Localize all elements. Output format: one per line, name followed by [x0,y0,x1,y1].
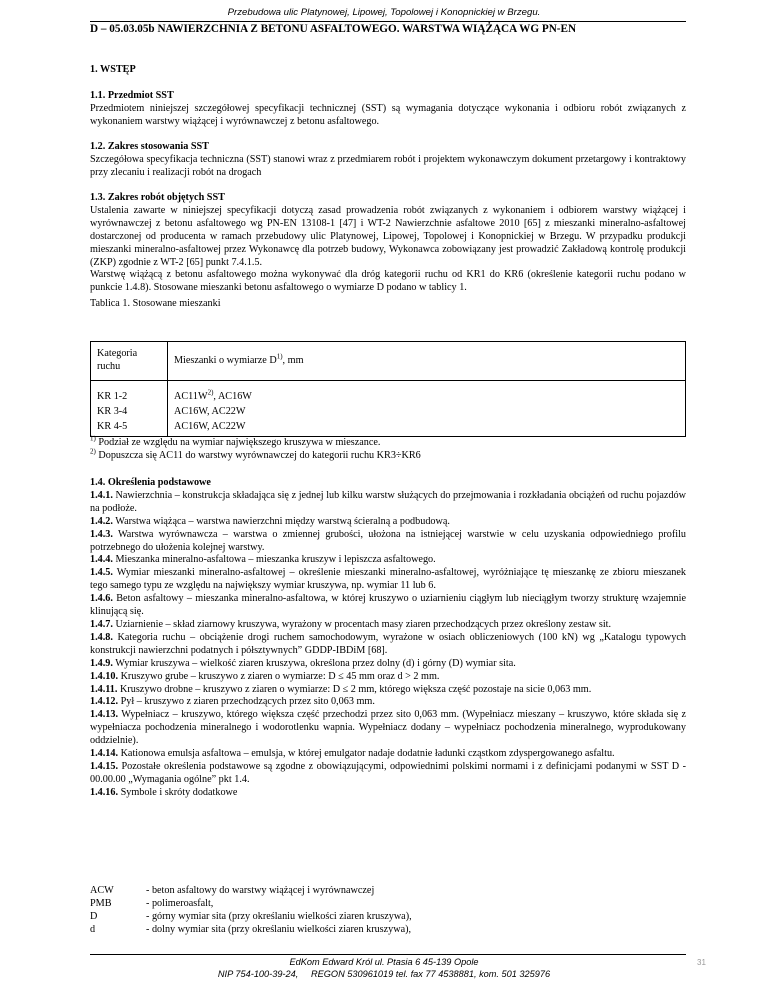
table-cell-line: KR 4-5 [97,421,128,432]
table-cell-line: AC16W, AC22W [174,421,246,432]
abbr-code: PMB [90,897,112,909]
header-unit: , mm [282,354,304,366]
definition-number: 1.4.1. [90,489,113,501]
footnote-mark: 2) [207,388,214,397]
definition [90,593,686,619]
definition-number: 1.4.2. [90,515,113,527]
definition [90,529,686,555]
table-cell-line: KR 3-4 [97,406,128,417]
abbr-code: d [90,923,96,935]
definition-text: Warstwa wyrównawcza – warstwa o zmiennej grubości, ułożona na istniejącej warstwie w celu uzyskania odpowiedniego profilu potrzebnego do ułożenia kolejnej warstwy. [90,528,686,553]
definition-number: 1.4.13. [90,709,119,721]
table-cell-line: AC16W, AC22W [174,406,246,417]
table-row [91,381,686,437]
definition [90,658,686,671]
definition [90,761,686,787]
abbr-desc: - beton asfaltowy do warstwy wiążącej i wyrównawczej [146,885,375,896]
definition-number: 1.4.16. [90,786,119,798]
table-header-row [91,342,686,381]
section-1-1 [90,90,686,129]
definition-number: 1.4.9. [90,657,113,669]
definition [90,632,686,658]
page-number: 31 [697,958,706,967]
definition-text: Kategoria ruchu – obciążenie drogi ruchem samochodowym, wyrażone w osiach obliczeniowych (100 kN) wg „Katalogu typowych konstrukcji nawierzchni podatnych i półsztywnych” GDDP-IBDiM [68]. [90,631,686,656]
footer-line-2: NIP 754-100-39-24, REGON 530961019 tel. fax 77 4538881, kom. 501 325976 [217,968,551,979]
footnote-mark: 2) [90,447,96,456]
paragraph: Ustalenia zawarte w niniejszej specyfikacji dotyczą zasad prowadzenia robót związanych z wykonaniem i odbiorem warstwy wiążącej i wyrównawczej z betonu asfaltowego wg PN-EN 13108-1 [47] i WT-2 Nawierzchnie asfaltowe 2010 [65] z mieszanki mineralno-asfaltowej dostarczonej od producenta w ramach przebudowy ulic Platynowej, Lipowej, Topolowej i Konopnickiej w Brzegu. W przypadku produkcji mieszanki mineralno-asfaltowej przez Wykonawcę dla potrzeb budowy, Wykonawca zobowiązany jest prowadzić Zakładową kontrolę produkcji (ZKP) zgodnie z WT-2 [65] punkt 7.4.1.5. [90,204,686,268]
table-caption: Tablica 1. Stosowane mieszanki [90,298,221,310]
footnote-text: Podział ze względu na wymiar największego kruszywa w mieszance. [95,437,381,448]
definition-text: Wypełniacz – kruszywo, którego większa część przechodzi przez sito 0,063 mm. (Wypełniacz mieszany – kruszywo, które składa się z wypełniacza pochodzenia mineralnego i wodorotlenku wapnia. Wypełniacz dodany – wypełniacz pochodzenia mineralnego, wyprodukowany oddzielnie). [90,709,686,747]
definition [90,567,686,593]
abbr-code: ACW [90,885,114,896]
section-heading: 1.4. Określenia podstawowe [90,477,211,488]
definition-text: Mieszanka mineralno-asfaltowa – mieszanka kruszyw i lepiszcza asfaltowego. [112,554,436,566]
table-header-cell [168,342,686,381]
table-cell-line: KR 1-2 [97,391,128,402]
definition-text: Kruszywo drobne – kruszywo z ziaren o wymiarze: D ≤ 2 mm, którego większa część pozostaje na sicie 0,063 mm. [117,683,592,695]
list-item [90,898,686,911]
definition-number: 1.4.10. [90,670,119,682]
definition [90,709,686,748]
definition-text: Kationowa emulsja asfaltowa – emulsja, w której emulgator nadaje dodatnie ładunki cząstkom zdyspergowanego asfaltu. [118,748,615,760]
definition [90,787,686,800]
definition [90,619,686,632]
definition-text: Warstwa wiążąca – warstwa nawierzchni między warstwą ścieralną a podbudową. [112,515,450,527]
table-footnote [90,434,686,450]
section-heading: 1.2. Zakres stosowania SST [90,141,209,152]
table-cell [91,381,168,437]
abbr-desc: - dolny wymiar sita (przy określaniu wielkości ziaren kruszywa), [146,923,412,935]
definition-number: 1.4.12. [90,696,119,708]
section-heading: 1.3. Zakres robót objętych SST [90,192,225,203]
definition-text: Pozostałe określenia podstawowe są zgodne z obowiązującymi, odpowiednimi polskimi normami i z definicjami podanymi w SST D - 00.00.00 „Wymagania ogólne” pkt 1.4. [90,760,686,785]
definition-number: 1.4.8. [90,631,113,643]
list-item [90,885,686,898]
header-text: Mieszanki o wymiarze D [174,354,277,366]
running-header: Przebudowa ulic Platynowej, Lipowej, Topolowej i Konopnickiej w Brzegu. [227,7,541,18]
footnote-mark: 1) [276,352,283,361]
definition-text: Wymiar kruszywa – wielkość ziaren kruszywa, określona przez dolny (d) i górny (D) wymiar sita. [112,657,516,669]
definition-number: 1.4.15. [90,760,119,772]
table-cell-line [174,389,679,404]
definition-number: 1.4.3. [90,528,113,540]
table-footnote [90,447,686,463]
section-1 [90,64,686,77]
definition-text: Pył – kruszywo z ziaren przechodzących przez sito 0,063 mm. [118,696,375,708]
definition-text: Beton asfaltowy – mieszanka mineralno-asfaltowa, w której kruszywo o uziarnieniu ciągłym lub nieciągłym tworzy strukturę wzajemnie klinującą się. [90,593,686,618]
mixes-table [90,341,686,437]
definition-number: 1.4.5. [90,567,113,579]
mixes-table-block [90,341,686,463]
definition [90,516,686,529]
definition [90,696,686,709]
paragraph: Przedmiotem niniejszej szczegółowej specyfikacji technicznej (SST) są wymagania dotyczące wykonania i odbioru robót związanych z wykonaniem warstwy wiążącej i wyrównawczej z betonu asfaltowego. [90,102,686,127]
definition-text: Wymiar mieszanki mineralno-asfaltowej – określenie mieszanki mineralno-asfaltowej, wyróżniające tę mieszankę ze zbioru mieszanek tego samego typu ze względu na największy wymiar kruszywa, np. wymiar 11 lub 6. [90,567,686,592]
section-heading: 1. WSTĘP [90,64,136,75]
footnote-text: Dopuszcza się AC11 do warstwy wyrównawczej do kategorii ruchu KR3÷KR6 [95,449,421,461]
document-title: D – 05.03.05b NAWIERZCHNIA Z BETONU ASFALTOWEGO. WARSTWA WIĄŻĄCA WG PN-EN [90,21,686,35]
paragraph: Szczegółowa specyfikacja techniczna (SST) stanowi wraz z przedmiarem robót i projektem wykonawczym dokument przetargowy i kontraktowy przy zlecaniu i realizacji robót na drogach [90,153,686,178]
page-footer [0,957,768,980]
footer-divider [90,954,686,955]
paragraph: Warstwę wiążącą z betonu asfaltowego można wykonywać dla dróg kategorii ruchu od KR1 do KR6 (określenie kategorii ruchu podano w punkcie 1.4.8). Stosowane mieszanki betonu asfaltowego o wymiarze D podano w tablicy 1. [90,269,686,294]
definition-text: Nawierzchnia – konstrukcja składająca się z jednej lub kilku warstw służących do przejmowania i rozkładania obciążeń od ruchu pojazdów na podłoże. [90,489,686,514]
footer-line-1: EdKom Edward Król ul. Ptasia 6 45-139 Opole [289,957,479,967]
definition-text: Kruszywo grube – kruszywo z ziaren o wymiarze: D ≤ 45 mm oraz d > 2 mm. [118,670,440,682]
definition [90,684,686,697]
section-1-2 [90,141,686,180]
list-item [90,924,686,937]
definition-number: 1.4.4. [90,554,113,566]
table-cell [168,381,686,437]
abbreviations-list [90,885,686,937]
mix-label-rest: , AC16W [213,391,252,402]
definition [90,671,686,684]
definition-text: Uziarnienie – skład ziarnowy kruszywa, wyrażony w procentach masy ziaren przechodzących przez określony zestaw sit. [112,618,612,630]
abbr-code: D [90,910,98,922]
definition-number: 1.4.7. [90,618,113,630]
section-1-3 [90,192,686,311]
definition [90,748,686,761]
abbr-desc: - polimeroasfalt, [146,897,214,909]
table-header-cell: Kategoria ruchu [91,342,168,381]
definition [90,554,686,567]
footnote-mark: 1) [90,434,96,443]
definition-number: 1.4.11. [90,683,118,695]
mix-label: AC11W [174,391,208,402]
abbr-desc: - górny wymiar sita (przy określaniu wielkości ziaren kruszywa), [146,910,412,922]
definition-number: 1.4.6. [90,593,113,605]
definition-text: Symbole i skróty dodatkowe [118,786,238,798]
definition-number: 1.4.14. [90,748,119,760]
definition [90,490,686,516]
section-1-4 [90,477,686,800]
list-item [90,911,686,924]
section-heading: 1.1. Przedmiot SST [90,90,174,101]
